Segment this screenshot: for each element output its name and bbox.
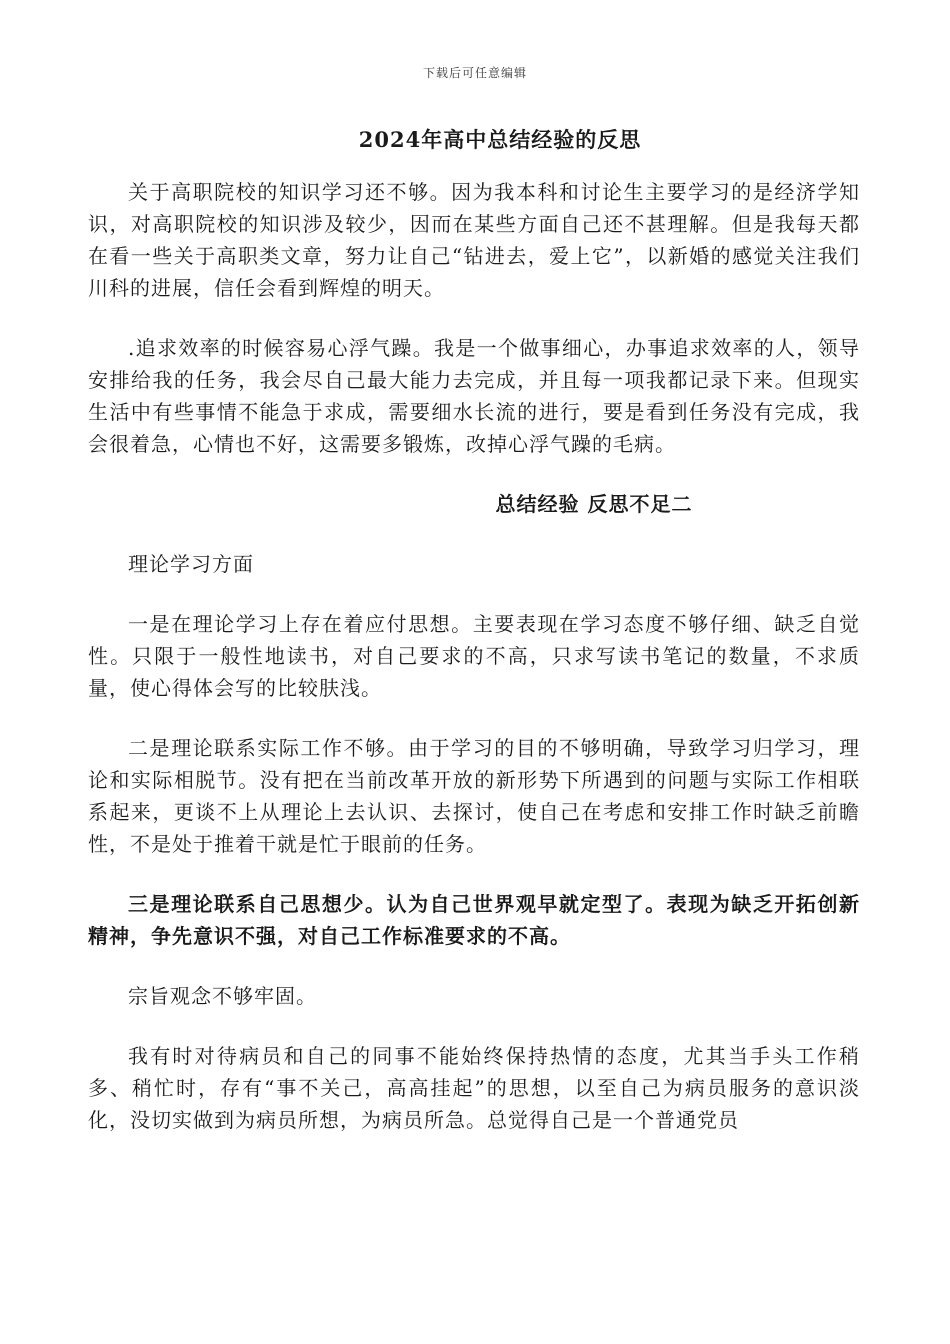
document-body [88, 176, 860, 1164]
item-2: 二是理论联系实际工作不够。由于学习的目的不够明确，导致学习归学习，理论和实际相脱节。没有把在当前改革开放的新形势下所遇到的问题与实际工作相联系起来，更谈不上从理论上去认识、去探讨，使自己在考虑和安排工作时缺乏前瞻性，不是处于推着干就是忙于眼前的任务。 [88, 736, 860, 856]
section-label: 理论学习方面 [128, 552, 254, 576]
paragraph-1: 关于高职院校的知识学习还不够。因为我本科和讨论生主要学习的是经济学知识，对高职院校的知识涉及较少，因而在某些方面自己还不甚理解。但是我每天都在看一些关于高职类文章，努力让自己“钻进去，爱上它”，以新婚的感觉关注我们川科的进展，信任会看到辉煌的明天。 [88, 180, 860, 300]
document-title: 2024年高中总结经验的反思 [358, 127, 642, 152]
item-1: 一是在理论学习上存在着应付思想。主要表现在学习态度不够仔细、缺乏自觉性。只限于一般性地读书，对自己要求的不高，只求写读书笔记的数量，不求质量，使心得体会写的比较肤浅。 [88, 612, 860, 700]
paragraph-2: .追求效率的时候容易心浮气躁。我是一个做事细心，办事追求效率的人，领导安排给我的任务，我会尽自己最大能力去完成，并且每一项我都记录下来。但现实生活中有些事情不能急于求成，需要细水长流的进行，要是看到任务没有完成，我会很着急，心情也不好，这需要多锻炼，改掉心浮气躁的毛病。 [88, 336, 860, 456]
item-3: 三是理论联系自己思想少。认为自己世界观早就定型了。表现为缺乏开拓创新精神，争先意识不强，对自己工作标准要求的不高。 [88, 892, 860, 948]
last-paragraph: 我有时对待病员和自己的同事不能始终保持热情的态度，尤其当手头工作稍多、稍忙时，存有“事不关己，高高挂起”的思想，以至自己为病员服务的意识淡化，没切实做到为病员所想，为病员所急。总觉得自己是一个普通党员 [88, 1044, 860, 1132]
section-subtitle: 总结经验 反思不足二 [495, 492, 693, 516]
header-note: 下载后可任意编辑 [422, 66, 527, 80]
section-label-2: 宗旨观念不够牢固。 [128, 984, 317, 1008]
